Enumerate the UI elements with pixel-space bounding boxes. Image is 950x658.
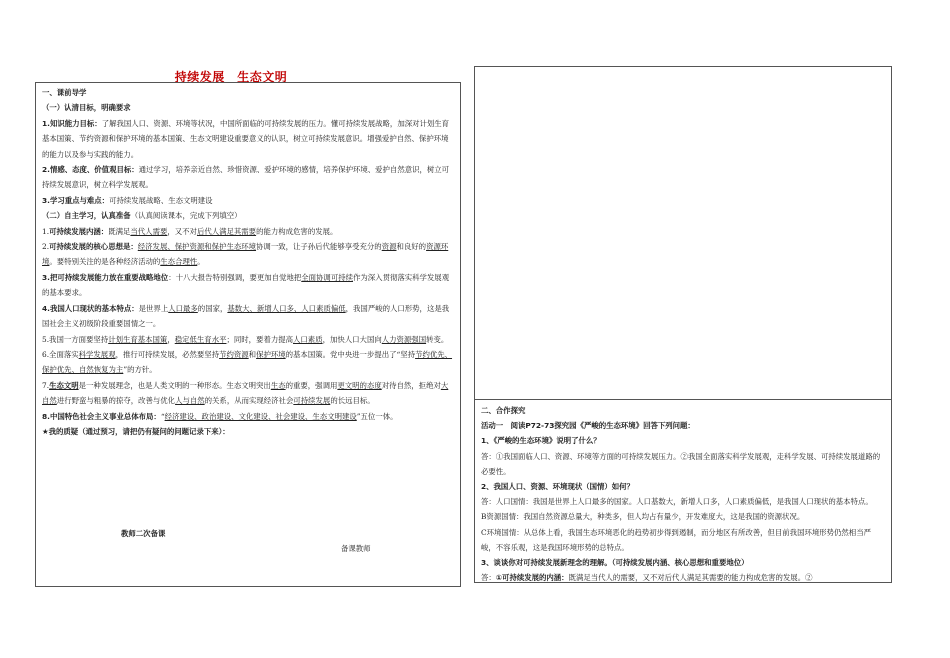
question-7: 7.生态文明是一种发展理念，也是人类文明的一种形态。生态文明突出生态的重要，强调用更文明的态度对待自然，拒绝对大自然进行野蛮与粗暴的掠夺，改善与优化人与自然的关系，从而实现经济社会可持续发展的长远目标。 <box>42 380 449 406</box>
question-8: 8.中国特色社会主义事业总体布局：“经济建设、政治建设、文化建设、社会建设、生态文明建设”五位一体。 <box>42 411 398 421</box>
inquiry-answer-2a: 答：人口国情：我国是世界上人口最多的国家。人口基数大，新增人口多，人口素质偏低，是我国人口现状的基本特点。 <box>481 497 873 507</box>
section-heading: 一、课前导学 <box>42 88 87 97</box>
section-heading-2: 二、合作探究 <box>481 406 526 415</box>
question-6: 6.全面落实科学发展观，推行可持续发展，必然要坚持节约资源和保护环境的基本国策。党中央进一步提出了“坚持节约优先、保护优先、自然恢复为主”的方针。 <box>42 349 453 375</box>
subsection-heading: （一）认清目标，明确要求 <box>42 103 131 113</box>
subsection-heading-2: （二）自主学习，认真准备（认真阅读课本，完成下列填空） <box>42 211 242 221</box>
key-points: 3.学习重点与难点：可持续发展战略、生态文明建设 <box>42 195 213 205</box>
page-title: 持续发展 生态文明 <box>174 70 288 84</box>
inquiry-question-2: 2、我国人口、资源、环境现状（国情）如何？ <box>481 482 634 492</box>
question-3: 3.把可持续发展能力放在重要战略地位：十八大报告特别强调，要更加自觉地把全面协调可持续作为深入贯彻落实科学发展观的基本要求。 <box>42 272 450 298</box>
prep-teacher-label: 备课教师 <box>341 544 371 553</box>
inquiry-answer-2c: C环境国情：从总体上看，我国生态环境恶化的趋势初步得到遏制，而分地区有所改善，但目前我国环境形势仍然相当严峻，不容乐观，这是我国环境形势的总特点。 <box>481 527 871 552</box>
attitude-goal: 2.情感、态度、价值观目标：通过学习，培养亲近自然、珍惜资源、爱护环境的感情，培养保护环境、爱护自然意识，树立可持续发展意识，树立科学发展观。 <box>42 165 450 190</box>
inquiry-answer-2b: B资源国情：我国自然资源总量大，种类多，但人均占有量少，开发难度大，这是我国的资源状况。 <box>481 512 805 522</box>
cooperative-inquiry <box>481 403 885 585</box>
inquiry-answer-1: 答：①我国面临人口、资源、环境等方面的可持续发展压力。②我国全面落实科学发展观，走科学发展、可持续发展道路的必要性。 <box>481 451 881 476</box>
question-2: 2.可持续发展的核心思想是：经济发展、保护资源和保护生态环境协调一致，让子孙后代能够享受充分的资源和良好的资源环境。要特别关注的是各种经济活动的生态合理性。 <box>42 242 449 267</box>
question-4: 4.我国人口现状的基本特点：是世界上人口最多的国家，基数大、新增人口多、人口素质偏低，我国严峻的人口形势，这是我国社会主义初级阶段重要国情之一。 <box>42 303 450 329</box>
left-panel <box>35 82 461 587</box>
right-panel <box>474 66 892 583</box>
doubt-prompt: ★我的质疑（通过预习，请把仍有疑问的问题记录下来）： <box>42 426 230 436</box>
inquiry-question-1: 1、《严峻的生态环境》说明了什么？ <box>481 436 601 446</box>
question-1: 1.可持续发展内涵：既满足当代人需要，又不对后代人满足其需要的能力构成危害的发展。 <box>42 226 338 236</box>
activity-heading: 活动一 阅读P72-73探究园《严峻的生态环境》回答下列问题： <box>481 421 695 431</box>
question-5: 5.我国一方面要坚持计划生育基本国策，稳定低生育水平；同时，要着力提高人口素质，加快人口大国向人力资源强国转变。 <box>42 334 449 344</box>
knowledge-goal: 1.知识能力目标：了解我国人口、资源、环境等状况，中国所面临的可持续发展的压力。懂可持续发展战略，加深对计划生育基本国策、节约资源和保护环境的基本国策、生态文明建设重要意义的认识，树立可持续发展意识。增强爱护自然、保护环境的能力以及参与实践的能力。 <box>42 118 450 159</box>
inquiry-question-3: 3、谈谈你对可持续发展新理念的理解。（可持续发展内涵、核心思想和重要地位） <box>481 558 749 568</box>
divider <box>475 399 891 400</box>
inquiry-answer-3: 答：①可持续发展的内涵：既满足当代人的需要，又不对后代人满足其需要的能力构成危害的发展。② <box>481 573 813 583</box>
teacher-second-prep-label: 教师二次备课 <box>121 529 166 538</box>
